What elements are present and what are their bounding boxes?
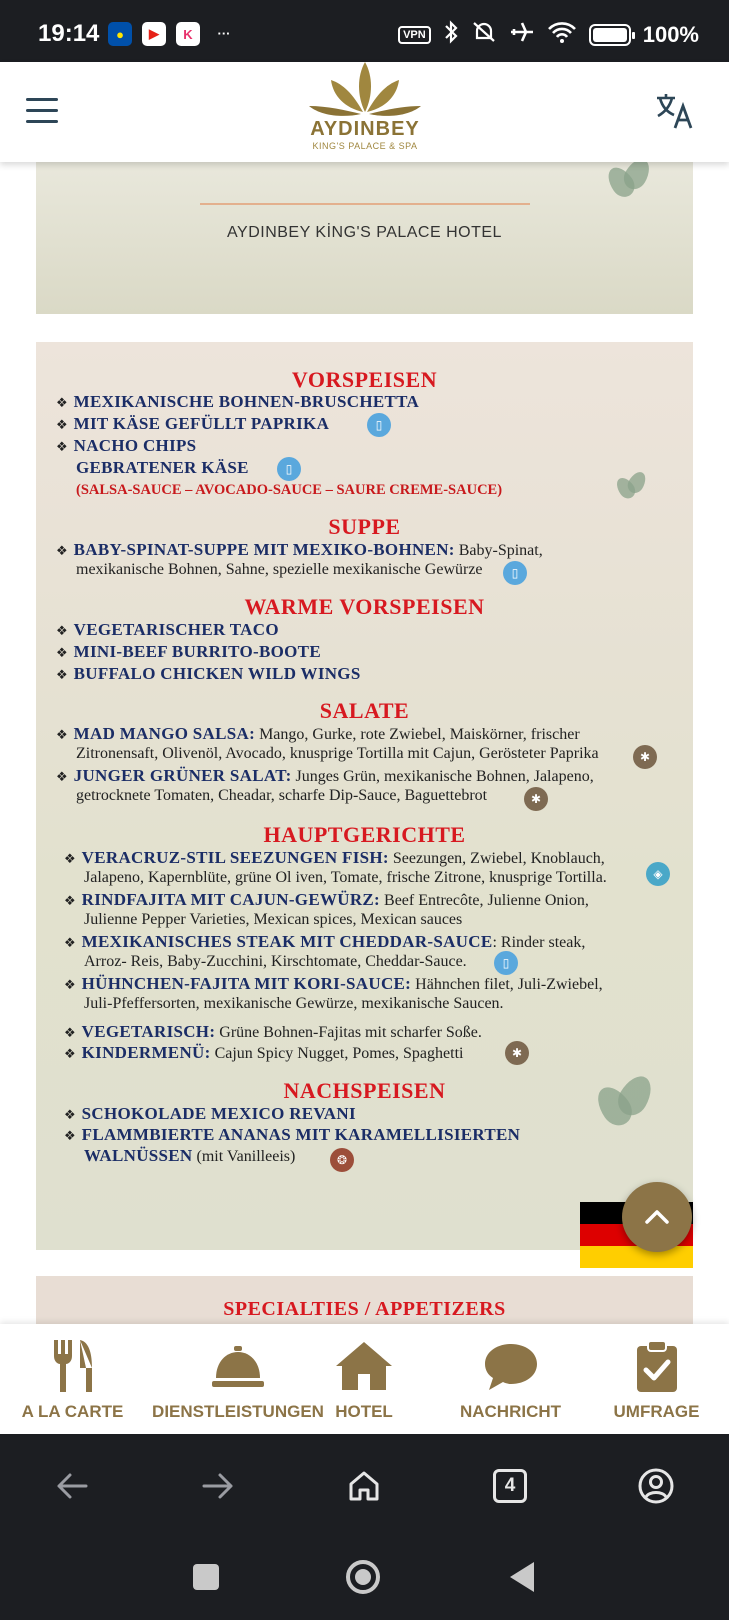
logo-subtitle: KING'S PALACE & SPA bbox=[312, 141, 418, 151]
menu-icon[interactable] bbox=[26, 98, 58, 124]
item-description: getrocknete Tomaten, Cheadar, scharfe Dip-Sauce, Baguettebrot bbox=[76, 787, 488, 804]
youtube-icon: ▶ bbox=[142, 22, 166, 46]
leaf-decoration-icon bbox=[615, 471, 649, 505]
vegetarian-icon: ▯ bbox=[277, 457, 301, 481]
next-menu-card bbox=[36, 1276, 693, 1324]
home-icon bbox=[334, 1338, 394, 1394]
wifi-icon bbox=[547, 20, 577, 50]
system-status bbox=[398, 20, 699, 50]
nav-nachricht[interactable] bbox=[448, 1324, 573, 1434]
airplane-icon bbox=[509, 20, 535, 50]
dairy-icon: ▯ bbox=[494, 951, 518, 975]
mute-icon bbox=[471, 20, 497, 50]
vpn-icon: VPN bbox=[398, 26, 431, 44]
bluetooth-icon bbox=[443, 20, 459, 50]
bottom-navigation bbox=[0, 1324, 729, 1434]
nav-label: DIENSTLEISTUNGEN bbox=[152, 1402, 324, 1421]
gluten-icon: ✱ bbox=[505, 1041, 529, 1065]
list-item: ❖ MIT KÄSE GEFÜLLT PAPRIKA bbox=[56, 414, 330, 433]
nav-dienstleistungen[interactable] bbox=[148, 1324, 328, 1434]
item-description: Juli-Pfeffersorten, mexikanische Gewürze, mexikanische Saucen. bbox=[84, 995, 504, 1012]
chevron-up-icon bbox=[643, 1208, 671, 1226]
profile-icon bbox=[637, 1467, 675, 1505]
tab-count: 4 bbox=[493, 1469, 527, 1503]
section-title-warm-starters: WARME VORSPEISEN bbox=[244, 594, 485, 619]
section-title-salads: SALATE bbox=[319, 698, 410, 723]
nav-label: UMFRAGE bbox=[613, 1402, 700, 1421]
nav-umfrage[interactable] bbox=[594, 1324, 719, 1434]
list-item: ❖ KINDERMENÜ: Cajun Spicy Nugget, Pomes, Spaghetti bbox=[64, 1043, 464, 1062]
recents-button[interactable] bbox=[193, 1564, 219, 1590]
lidl-icon: ● bbox=[108, 22, 132, 46]
nav-label: A LA CARTE bbox=[21, 1402, 124, 1421]
hotel-name: AYDINBEY KİNG'S PALACE HOTEL bbox=[227, 224, 502, 241]
menu-content[interactable] bbox=[0, 162, 729, 1324]
more-notifications: ··· bbox=[217, 26, 231, 41]
menu-card-german bbox=[36, 342, 693, 1250]
profile-button[interactable] bbox=[636, 1466, 676, 1506]
list-item: ❖ MAD MANGO SALSA: Mango, Gurke, rote Zwiebel, Maiskörner, frischer bbox=[56, 724, 580, 743]
home-outline-icon bbox=[347, 1469, 381, 1503]
section-title-desserts: NACHSPEISEN bbox=[283, 1078, 446, 1103]
nav-a-la-carte[interactable] bbox=[10, 1324, 135, 1434]
translate-icon[interactable] bbox=[655, 92, 695, 138]
item-description: Julienne Pepper Varieties, Mexican spices, Mexican sauces bbox=[84, 911, 463, 928]
list-item: ❖ HÜHNCHEN-FAJITA MIT KORI-SAUCE: Hähnchen filet, Juli-Zwiebel, bbox=[64, 974, 603, 993]
fork-knife-icon bbox=[48, 1338, 98, 1394]
sauces-note: (SALSA-SAUCE – AVOCADO-SAUCE – SAURE CREME-SAUCE) bbox=[76, 482, 503, 498]
forward-button[interactable] bbox=[198, 1466, 238, 1506]
home-system-button[interactable] bbox=[346, 1560, 380, 1594]
status-bar bbox=[0, 0, 729, 62]
browser-toolbar bbox=[0, 1434, 729, 1534]
vegetarian-icon: ▯ bbox=[503, 561, 527, 585]
section-title-starters: VORSPEISEN bbox=[291, 367, 438, 392]
lotus-logo-icon bbox=[305, 62, 425, 120]
list-item: ❖ FLAMMBIERTE ANANAS MIT KARAMELLISIERTEN bbox=[64, 1125, 521, 1144]
list-item: ❖ JUNGER GRÜNER SALAT: Junges Grün, mexikanische Bohnen, Jalapeno, bbox=[56, 766, 594, 785]
list-item: ❖ VERACRUZ-STIL SEEZUNGEN FISH: Seezungen, Zwiebel, Knoblauch, bbox=[64, 848, 605, 867]
list-item: ❖ VEGETARISCHER TACO bbox=[56, 620, 279, 639]
item-description: Zitronensaft, Olivenöl, Avocado, knusprige Tortilla mit Cajun, Gerösteter Paprika bbox=[76, 745, 599, 762]
hotel-logo[interactable] bbox=[300, 62, 430, 151]
battery-icon bbox=[589, 24, 631, 46]
chat-icon bbox=[483, 1338, 539, 1394]
list-item: ❖ MINI-BEEF BURRITO-BOOTE bbox=[56, 642, 321, 661]
battery-level: 100% bbox=[642, 22, 699, 47]
gluten-icon: ✱ bbox=[633, 745, 657, 769]
tabs-button[interactable] bbox=[490, 1466, 530, 1506]
hotel-card bbox=[36, 162, 693, 314]
back-system-button[interactable] bbox=[510, 1562, 534, 1592]
item-description: Jalapeno, Kapernblüte, grüne Ol iven, Tomate, frische Zitrone, knusprige Tortilla. bbox=[84, 869, 607, 886]
item-description: Arroz- Reis, Baby-Zucchini, Kirschtomate, Cheddar-Sauce. bbox=[84, 953, 467, 970]
divider bbox=[200, 203, 530, 205]
list-item: GEBRATENER KÄSE bbox=[76, 458, 249, 477]
status-time: 19:14 bbox=[38, 20, 100, 47]
section-title-mains: HAUPTGERICHTE bbox=[263, 822, 466, 847]
service-bell-icon bbox=[210, 1338, 266, 1394]
back-button[interactable] bbox=[52, 1466, 92, 1506]
fish-icon: ◈ bbox=[646, 862, 670, 886]
next-card-title: SPECIALTIES / APPETIZERS bbox=[223, 1298, 506, 1320]
section-title-soup: SUPPE bbox=[328, 514, 401, 539]
item-description: mexikanische Bohnen, Sahne, spezielle mexikanische Gewürze bbox=[76, 561, 483, 578]
klarna-icon: K bbox=[176, 22, 200, 46]
app-header bbox=[0, 62, 729, 162]
list-item: ❖ VEGETARISCH: Grüne Bohnen-Fajitas mit scharfer Soße. bbox=[64, 1022, 482, 1041]
list-item: ❖ MEXIKANISCHES STEAK MIT CHEDDAR-SAUCE: Rinder steak, bbox=[64, 932, 586, 951]
gluten-icon: ✱ bbox=[524, 787, 548, 811]
arrow-right-icon bbox=[202, 1472, 234, 1500]
nav-label: NACHRICHT bbox=[459, 1402, 562, 1421]
list-item: WALNÜSSEN (mit Vanilleeis) bbox=[84, 1146, 296, 1165]
nuts-icon: ❂ bbox=[330, 1148, 354, 1172]
list-item: ❖ MEXIKANISCHE BOHNEN-BRUSCHETTA bbox=[56, 392, 420, 411]
nav-hotel[interactable] bbox=[324, 1324, 404, 1434]
arrow-left-icon bbox=[56, 1472, 88, 1500]
logo-name: AYDINBEY bbox=[310, 118, 420, 140]
list-item: ❖ RINDFAJITA MIT CAJUN-GEWÜRZ: Beef Entrecôte, Julienne Onion, bbox=[64, 890, 589, 909]
vegetarian-icon: ▯ bbox=[367, 413, 391, 437]
clipboard-check-icon bbox=[634, 1338, 680, 1394]
home-button[interactable] bbox=[344, 1466, 384, 1506]
notification-icons bbox=[108, 22, 236, 46]
list-item: ❖ BABY-SPINAT-SUPPE MIT MEXIKO-BOHNEN: Baby-Spinat, bbox=[56, 540, 543, 559]
list-item: ❖ BUFFALO CHICKEN WILD WINGS bbox=[56, 664, 361, 683]
list-item: ❖ NACHO CHIPS bbox=[56, 436, 197, 455]
leaf-decoration-icon bbox=[606, 162, 654, 206]
scroll-to-top-button[interactable] bbox=[622, 1182, 692, 1252]
nav-label: HOTEL bbox=[335, 1402, 393, 1421]
system-navigation bbox=[0, 1534, 729, 1620]
list-item: ❖ SCHOKOLADE MEXICO REVANI bbox=[64, 1104, 356, 1123]
